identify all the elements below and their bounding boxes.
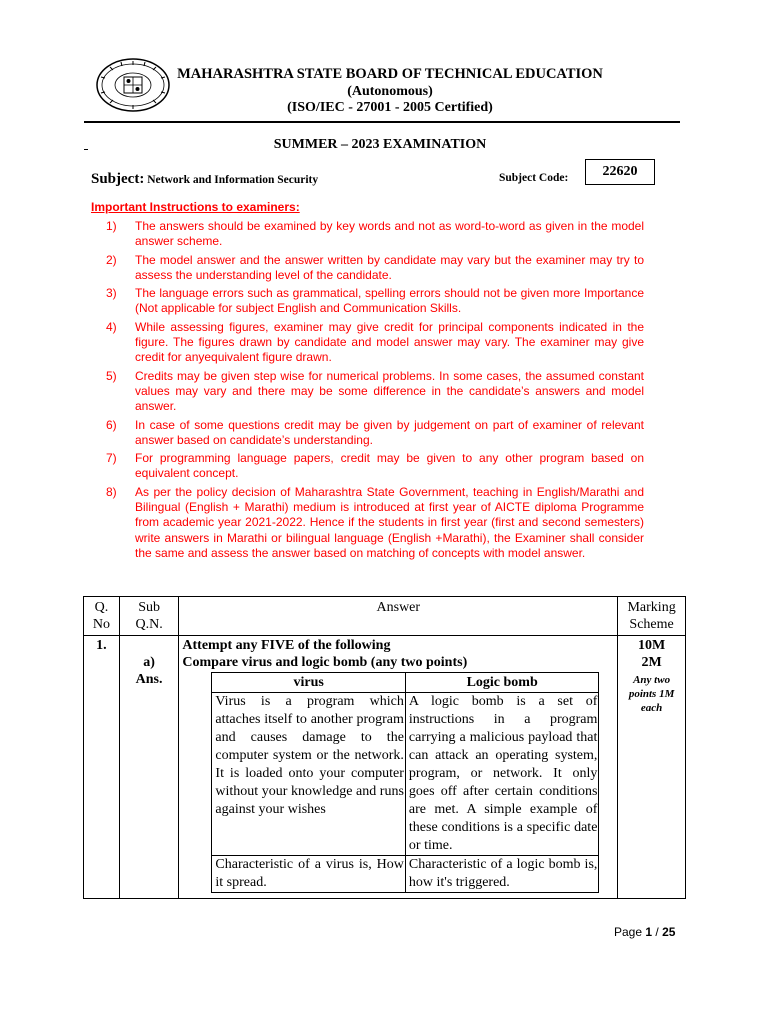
instruction-item [106,451,644,482]
header-q-no: Q. No [84,597,120,636]
q-no-cell [84,636,120,899]
sub-qn-cell [119,636,179,899]
instruction-text: The model answer and the answer written by candidate may vary but the examiner may try to assess the understanding level of the candidate. [135,252,644,282]
marking-cell [618,636,686,899]
cursor-mark [84,149,88,150]
table-row [84,636,686,899]
instructions-list [106,219,644,564]
marks-total: 10M [637,638,666,653]
page-current: 1 [645,925,653,939]
comparison-header-virus: virus [212,673,406,693]
instruction-number: 1) [106,219,117,233]
instruction-item [106,219,644,250]
exam-title: SUMMER – 2023 EXAMINATION [273,137,487,152]
question-number: 1. [96,638,107,653]
answer-cell [179,636,618,899]
comparison-cell: Characteristic of a virus is, How it spread. [212,856,406,893]
instruction-item [106,369,644,415]
header-marking-scheme: Marking Scheme [618,597,686,636]
question-text: Compare virus and logic bomb (any two points) [182,655,468,670]
comparison-header-logic-bomb: Logic bomb [405,673,599,693]
instruction-text: Credits may be given step wise for numerical problems. In some cases, the assumed constant values may vary and there may be some difference in the candidate’s answers and model answer. [135,368,644,414]
instruction-item [106,320,644,366]
instruction-number: 3) [106,286,117,301]
subject-code-label: Subject Code: [499,172,569,184]
subject-code: 22620 [602,164,638,179]
sub-question-label: a) [143,655,155,670]
instruction-number: 6) [106,417,117,432]
comparison-header-row [212,673,599,693]
question-instruction: Attempt any FIVE of the following [182,638,391,653]
subject-code-box [585,159,655,185]
msbte-seal-icon [95,58,171,112]
instruction-item [106,485,644,561]
board-certification: (ISO/IEC - 27001 - 2005 Certified) [287,100,493,115]
page-label: Page [614,925,646,939]
comparison-cell: Characteristic of a logic bomb is, how it's triggered. [405,856,599,893]
comparison-cell: Virus is a program which attaches itself to another program and causes damage to the computer system or the network. It is loaded onto your computer without your knowledge and runs against your wishes [212,693,406,856]
instruction-number: 2) [106,252,117,267]
subject-name: Network and Information Security [144,174,319,186]
instruction-text: While assessing figures, examiner may give credit for principal components indicated in the figure. The figures drawn by candidate and model answer may vary. The examiner may give credit for anyequivalent figure drawn. [135,319,644,365]
instruction-number: 8) [106,484,117,499]
subject-label: Subject: [91,171,145,187]
header-sub-qn: Sub Q.N. [119,597,179,636]
comparison-table [211,672,599,893]
marks-note: Any two points 1M each [628,674,675,714]
instruction-number: 4) [106,319,117,334]
instruction-text: The language errors such as grammatical, spelling errors should not be given more Importance (Not applicable for subject English and Communication Skills. [135,286,644,316]
instruction-item [106,253,644,284]
comparison-cell: A logic bomb is a set of instructions in a program carrying a malicious payload that can attack an operating system, program, or network. It only goes off after certain conditions are met. A simple example of these conditions is a specific date or time. [405,693,599,856]
answer-table [83,596,686,899]
page-number [614,925,675,939]
header-answer: Answer [179,597,618,636]
instructions-title: Important Instructions to examiners: [91,200,300,214]
instruction-item [106,418,644,449]
page-total: 25 [662,925,676,939]
board-status: (Autonomous) [347,84,433,99]
instruction-text: As per the policy decision of Maharashtra State Government, teaching in English/Marathi and Bilingual (English + Marathi) medium is introduced at first year of AICTE diploma Programme from academic year 2021-2022. Hence if the students in first year (first and second semesters) write answers in Marathi or bilingual language (English +Marathi), the Examiner shall consider the same and assess the answer based on matching of concepts with model answer. [135,484,644,560]
instruction-number: 5) [106,368,117,383]
marks-question: 2M [641,655,662,670]
instruction-text: For programming language papers, credit may be given to any other program based on equivalent concept. [135,451,644,481]
instruction-text: The answers should be examined by key words and not as word-to-word as given in the model answer scheme. [135,219,644,249]
answer-label: Ans. [135,672,163,687]
instruction-item [106,286,644,317]
header-divider [84,121,680,123]
table-header-row [84,597,686,636]
subject-line [91,170,318,188]
instruction-text: In case of some questions credit may be given by judgement on part of examiner of relevant answer based on candidate’s understanding. [135,417,644,447]
comparison-row [212,693,599,856]
board-name: MAHARASHTRA STATE BOARD OF TECHNICAL EDUCATION [177,66,603,82]
instruction-number: 7) [106,451,117,466]
comparison-row [212,856,599,893]
page-separator: / [652,925,663,939]
